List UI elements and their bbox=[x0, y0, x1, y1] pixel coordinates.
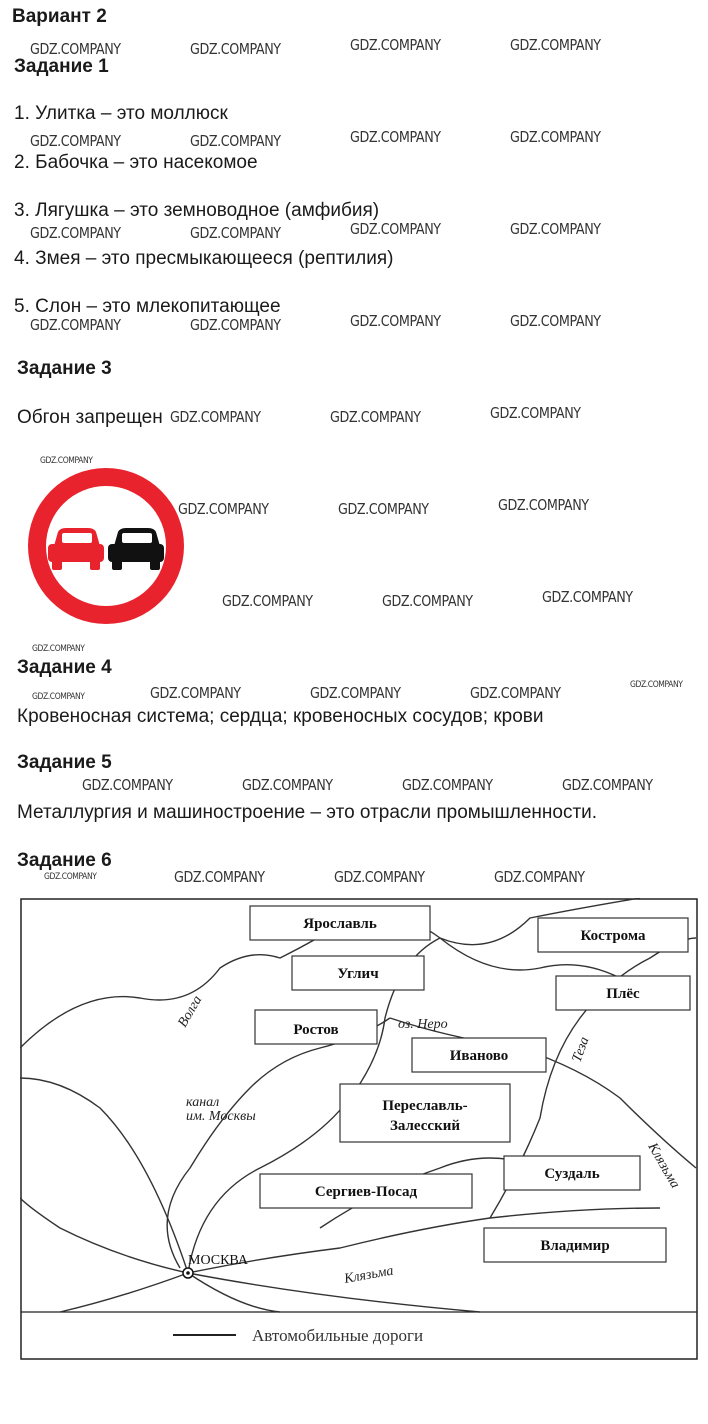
task1-item: 1. Улитка – это моллюск bbox=[14, 103, 228, 124]
watermark-text: GDZ.COMPANY bbox=[350, 220, 441, 238]
watermark-text: GDZ.COMPANY bbox=[542, 588, 633, 606]
watermark-text: GDZ.COMPANY bbox=[330, 408, 421, 426]
task6-title: Задание 6 bbox=[17, 850, 112, 871]
city-label-suzdal: Суздаль bbox=[544, 1166, 600, 1182]
watermark-text: GDZ.COMPANY bbox=[350, 36, 441, 54]
task1-item: 5. Слон – это млекопитающее bbox=[14, 296, 281, 317]
watermark-text: GDZ.COMPANY bbox=[32, 692, 85, 702]
watermark-text: GDZ.COMPANY bbox=[30, 132, 121, 150]
river-label-klyazma-east: Клязьма bbox=[644, 1140, 683, 1192]
task5-title: Задание 5 bbox=[17, 752, 112, 773]
watermark-text: GDZ.COMPANY bbox=[222, 592, 313, 610]
city-label-pereslavl-2: Залесский bbox=[389, 1118, 461, 1134]
watermark-text: GDZ.COMPANY bbox=[498, 496, 589, 514]
watermark-text: GDZ.COMPANY bbox=[338, 500, 429, 518]
watermark-text: GDZ.COMPANY bbox=[190, 316, 281, 334]
no-overtaking-sign-icon bbox=[26, 466, 186, 626]
lake-label-nero: оз. Неро bbox=[398, 1017, 448, 1032]
canal-label-2: им. Москвы bbox=[186, 1109, 256, 1124]
city-label-kostroma: Кострома bbox=[580, 928, 646, 944]
city-label-ples: Плёс bbox=[606, 986, 640, 1002]
watermark-text: GDZ.COMPANY bbox=[562, 776, 653, 794]
watermark-text: GDZ.COMPANY bbox=[174, 868, 265, 886]
watermark-text: GDZ.COMPANY bbox=[630, 680, 683, 690]
task1-title: Задание 1 bbox=[14, 56, 109, 77]
task1-item: 4. Змея – это пресмыкающееся (рептилия) bbox=[14, 248, 394, 269]
watermark-text: GDZ.COMPANY bbox=[470, 684, 561, 702]
city-label-rostov: Ростов bbox=[293, 1022, 339, 1038]
watermark-text: GDZ.COMPANY bbox=[382, 592, 473, 610]
watermark-text: GDZ.COMPANY bbox=[190, 132, 281, 150]
watermark-text: GDZ.COMPANY bbox=[510, 36, 601, 54]
watermark-text: GDZ.COMPANY bbox=[402, 776, 493, 794]
watermark-text: GDZ.COMPANY bbox=[40, 456, 93, 466]
variant-title: Вариант 2 bbox=[12, 6, 107, 27]
watermark-text: GDZ.COMPANY bbox=[150, 684, 241, 702]
canal-label: канал bbox=[186, 1095, 220, 1110]
watermark-text: GDZ.COMPANY bbox=[494, 868, 585, 886]
city-label-uglich: Углич bbox=[337, 966, 379, 982]
river-label-klyazma-south: Клязьма bbox=[343, 1263, 395, 1287]
task3-answer: Обгон запрещен bbox=[17, 407, 163, 428]
city-label-moscow: МОСКВА bbox=[188, 1253, 248, 1268]
task1-item: 2. Бабочка – это насекомое bbox=[14, 152, 258, 173]
map bbox=[20, 898, 698, 1360]
watermark-text: GDZ.COMPANY bbox=[32, 644, 85, 654]
watermark-text: GDZ.COMPANY bbox=[190, 40, 281, 58]
watermark-text: GDZ.COMPANY bbox=[178, 500, 269, 518]
watermark-text: GDZ.COMPANY bbox=[242, 776, 333, 794]
watermark-text: GDZ.COMPANY bbox=[350, 312, 441, 330]
city-label-sergiev-posad: Сергиев-Посад bbox=[314, 1184, 418, 1200]
task4-title: Задание 4 bbox=[17, 657, 112, 678]
watermark-text: GDZ.COMPANY bbox=[190, 224, 281, 242]
watermark-text: GDZ.COMPANY bbox=[30, 224, 121, 242]
city-label-yaroslavl: Ярославль bbox=[303, 916, 377, 932]
watermark-text: GDZ.COMPANY bbox=[170, 408, 261, 426]
task4-answer: Кровеносная система; сердца; кровеносных сосудов; крови bbox=[17, 706, 544, 727]
river-label-volga: Волга bbox=[175, 993, 206, 1030]
task3-title: Задание 3 bbox=[17, 358, 112, 379]
city-label-pereslavl: Переславль- bbox=[382, 1098, 468, 1114]
city-label-vladimir: Владимир bbox=[540, 1238, 610, 1254]
watermark-text: GDZ.COMPANY bbox=[30, 40, 121, 58]
map-legend: Автомобильные дороги bbox=[252, 1326, 424, 1345]
watermark-text: GDZ.COMPANY bbox=[510, 220, 601, 238]
watermark-text: GDZ.COMPANY bbox=[82, 776, 173, 794]
city-label-ivanovo: Иваново bbox=[449, 1048, 509, 1064]
watermark-text: GDZ.COMPANY bbox=[30, 316, 121, 334]
watermark-text: GDZ.COMPANY bbox=[510, 128, 601, 146]
watermark-text: GDZ.COMPANY bbox=[310, 684, 401, 702]
river-label-teza: Теза bbox=[569, 1035, 593, 1065]
watermark-text: GDZ.COMPANY bbox=[490, 404, 581, 422]
watermark-text: GDZ.COMPANY bbox=[334, 868, 425, 886]
task1-item: 3. Лягушка – это земноводное (амфибия) bbox=[14, 200, 380, 221]
watermark-text: GDZ.COMPANY bbox=[44, 872, 97, 882]
watermark-text: GDZ.COMPANY bbox=[350, 128, 441, 146]
watermark-text: GDZ.COMPANY bbox=[510, 312, 601, 330]
task5-answer: Металлургия и машиностроение – это отрасли промышленности. bbox=[17, 802, 598, 823]
